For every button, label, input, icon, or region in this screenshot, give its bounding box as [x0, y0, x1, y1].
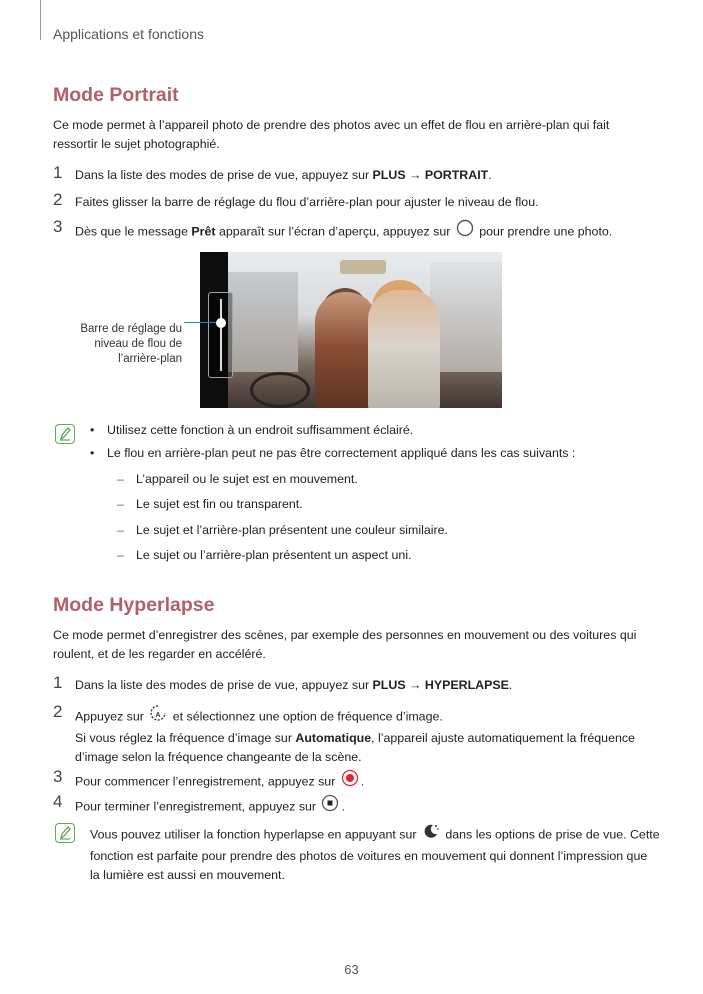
list-item: • Le flou en arrière-plan peut ne pas être correctement appliqué dans les cas suivants : [90, 446, 576, 460]
background-blur-slider[interactable] [208, 292, 233, 378]
hyperlapse-note: Vous pouvez utiliser la fonction hyperlapse en appuyant sur dans les options de prise de vue. Cette fonction est parfaite pour prendre des photos de voitures en mouvement qui donnent l’impression que la lumière est aussi en mouvement. [90, 823, 660, 885]
hyperlapse-step-4: 4 Pour terminer l’enregistrement, appuyez sur . [53, 795, 653, 819]
header-rule [40, 0, 41, 40]
step-number: 3 [53, 217, 63, 236]
portrait-step-1: 1 Dans la liste des modes de prise de vue, appuyez sur PLUS → PORTRAIT. [53, 163, 492, 182]
portrait-step-3: 3 Dès que le message Prêt apparaît sur l’écran d’aperçu, appuyez sur pour prendre une photo. [53, 220, 653, 244]
list-item: – Le sujet et l’arrière-plan présentent une couleur similaire. [117, 523, 448, 537]
portrait-step-2: 2 Faites glisser la barre de réglage du flou d’arrière-plan pour ajuster le niveau de flou. [53, 190, 539, 209]
hyperlapse-step-1: 1 Dans la liste des modes de prise de vue, appuyez sur PLUS → HYPERLAPSE. [53, 673, 513, 692]
step-number: 3 [53, 767, 63, 786]
frame-rate-icon [149, 704, 167, 728]
portrait-title: Mode Portrait [53, 84, 179, 106]
note-pencil-icon [55, 424, 75, 444]
list-item: – L’appareil ou le sujet est en mouvement. [117, 472, 358, 486]
stop-button-icon [321, 794, 339, 818]
night-hyperlapse-icon [422, 822, 440, 846]
callout-line [184, 322, 216, 323]
record-button-icon [341, 769, 359, 793]
portrait-intro: Ce mode permet à l’appareil photo de prendre des photos avec un effet de flou en arrière-plan qui fait ressortir le sujet photographié. [53, 118, 610, 151]
step-number: 1 [53, 163, 63, 182]
hyperlapse-title: Mode Hyperlapse [53, 594, 215, 616]
step-number: 4 [53, 792, 63, 811]
list-item: • Utilisez cette fonction à un endroit suffisamment éclairé. [90, 423, 414, 437]
hyperlapse-step-3: 3 Pour commencer l’enregistrement, appuyez sur . [53, 770, 653, 794]
step-number: 2 [53, 702, 63, 721]
hyperlapse-intro: Ce mode permet d’enregistrer des scènes, par exemple des personnes en mouvement ou des voitures qui roulent, et de les regarder en accéléré. [53, 628, 637, 661]
portrait-example-photo [200, 252, 502, 408]
ready-badge [340, 260, 386, 274]
blur-slider-callout: Barre de réglage du niveau de flou de l’arrière-plan [80, 323, 182, 365]
hyperlapse-step-2: 2 Appuyez sur A et sélectionnez une option de fréquence d’image. Si vous réglez la fréquence d’image sur Automatique, l’appareil ajuste automatiquement la fréquence d’image selon la fréquence changeante de la scène. [53, 702, 635, 764]
step-number: 2 [53, 190, 63, 209]
list-item: – Le sujet est fin ou transparent. [117, 497, 303, 511]
blur-slider-knob[interactable] [216, 318, 226, 328]
note-pencil-icon [55, 823, 75, 843]
list-item: – Le sujet ou l’arrière-plan présentent un aspect uni. [117, 548, 412, 562]
page-header: Applications et fonctions [53, 26, 204, 42]
page-number: 63 [344, 962, 359, 977]
step-number: 1 [53, 673, 63, 692]
svg-text:A: A [155, 712, 161, 719]
shutter-button-icon [456, 219, 474, 243]
